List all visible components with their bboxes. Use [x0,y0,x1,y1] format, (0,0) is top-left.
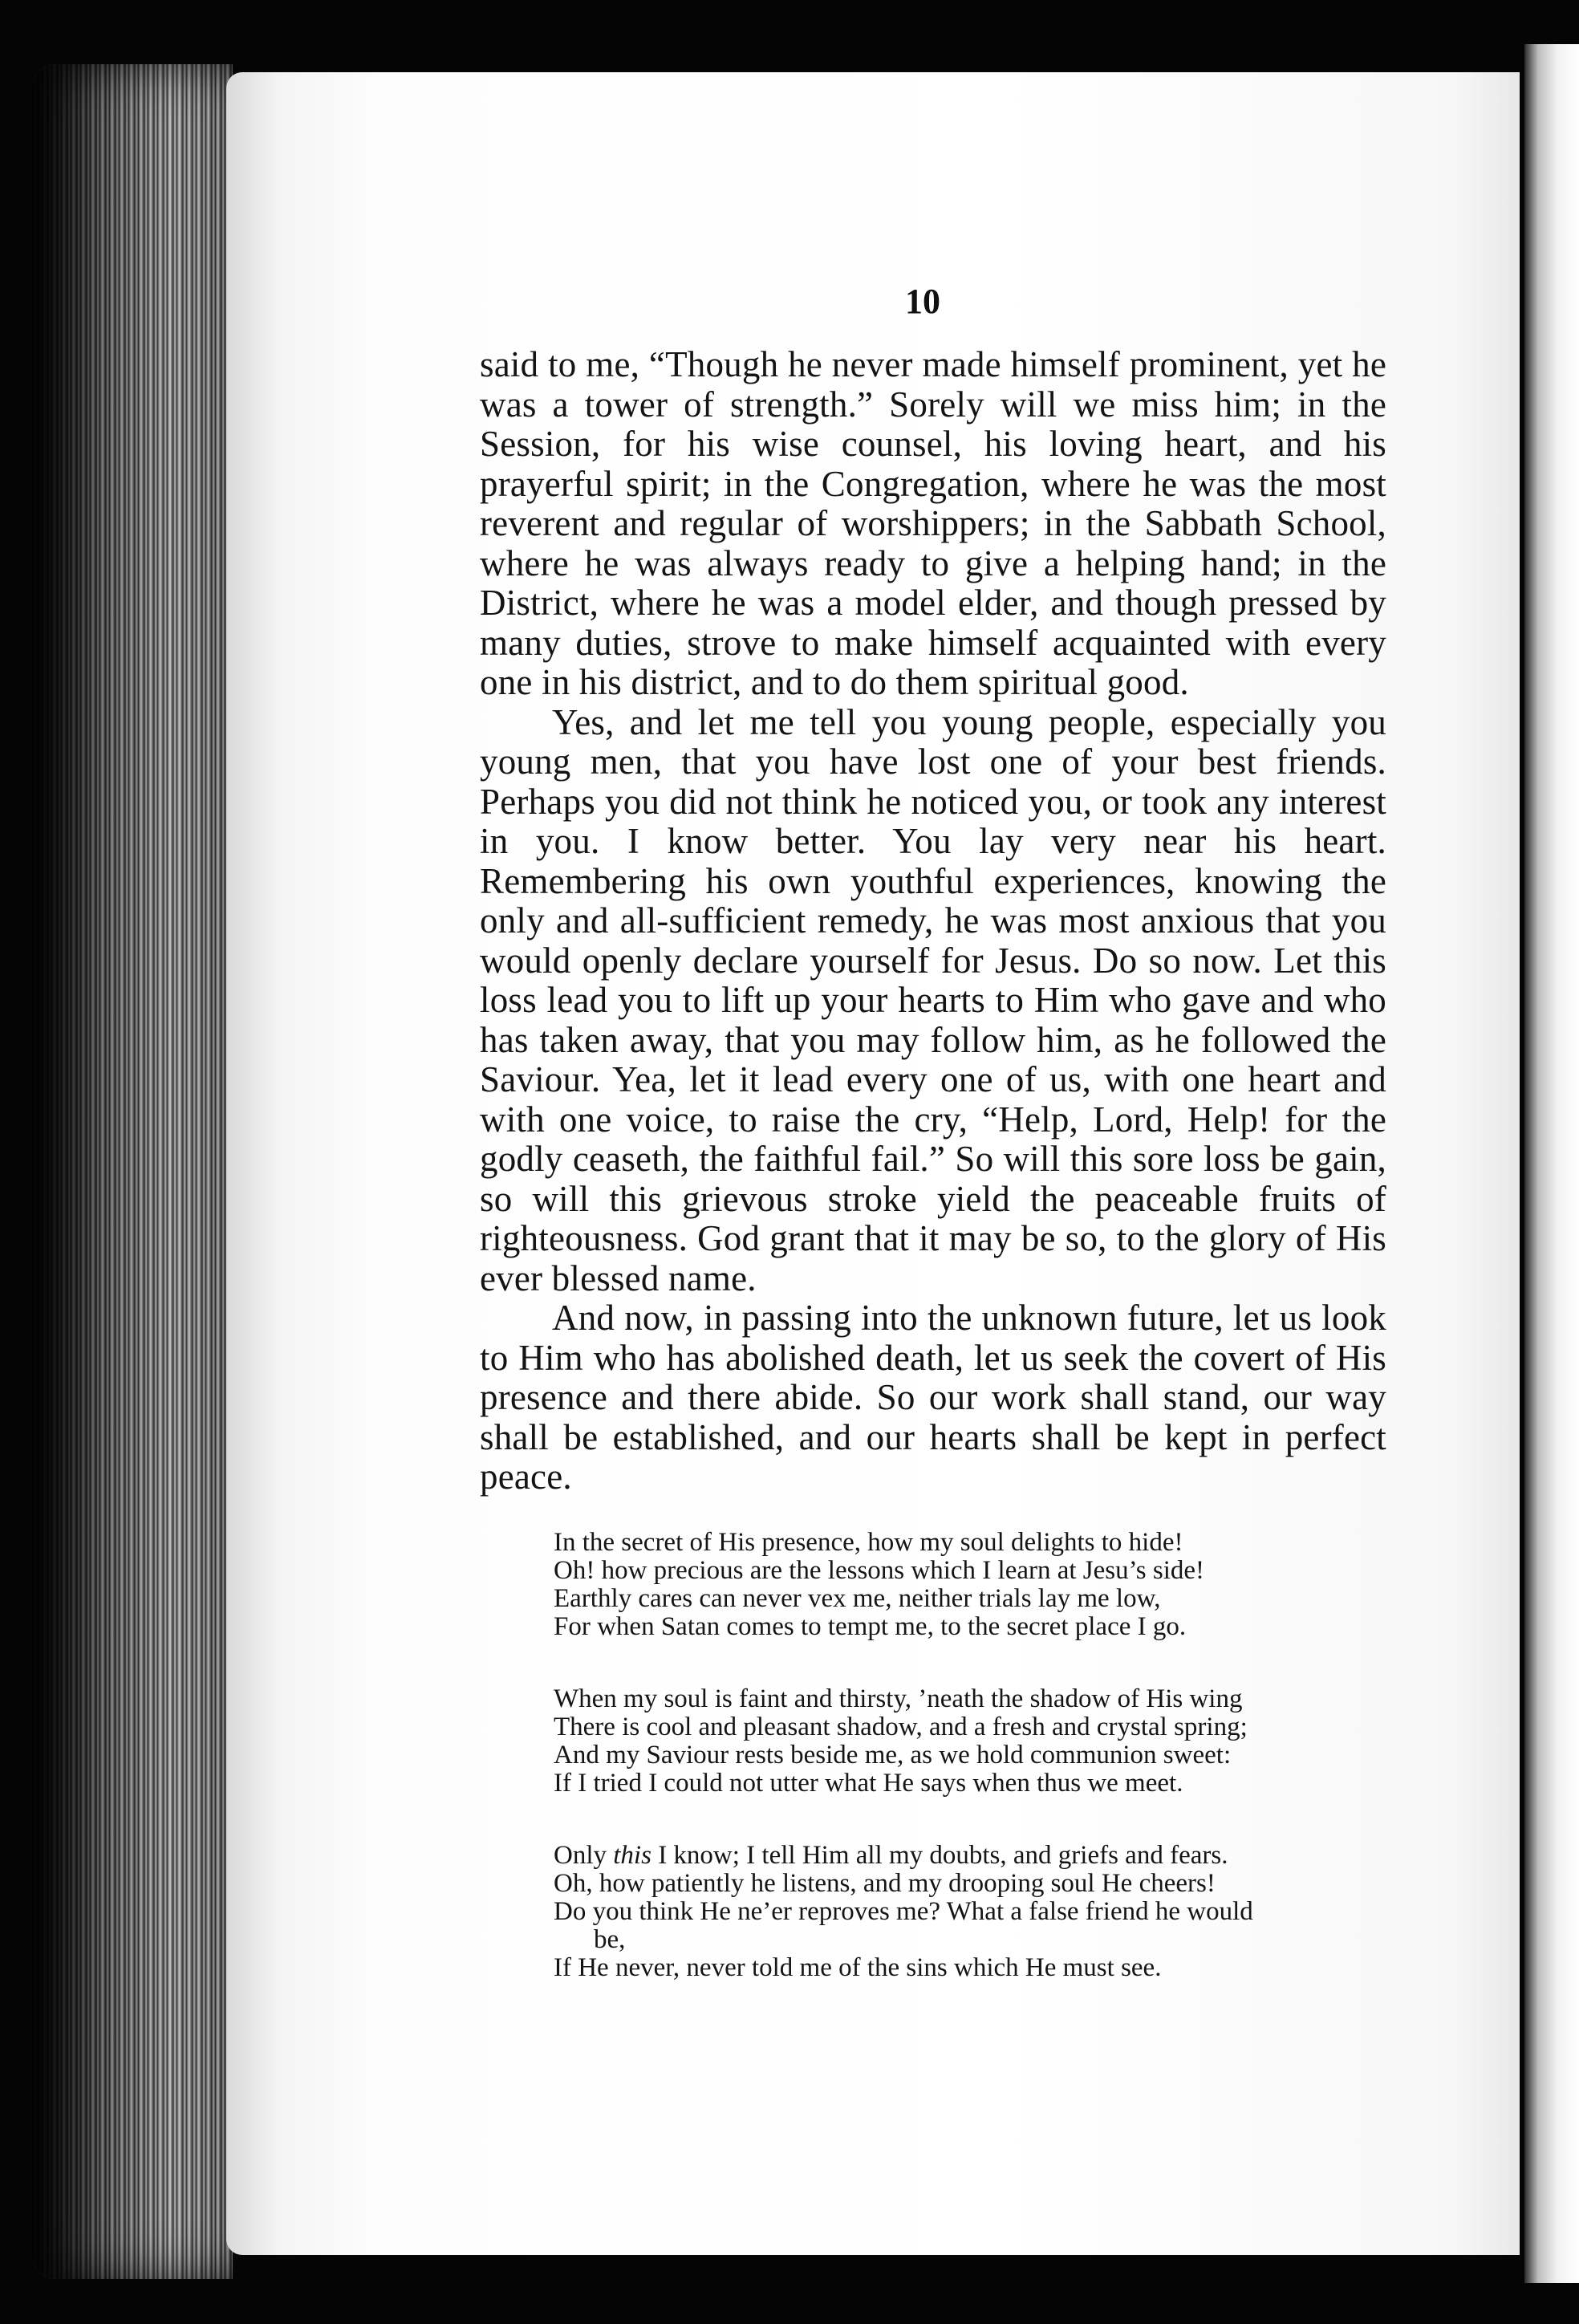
verse-line: Oh! how precious are the lessons which I learn at Jesu’s side! [554,1556,1205,1585]
verse-line: In the secret of His presence, how my soul delights to hide! [554,1528,1183,1557]
verse-line: If I tried I could not utter what He says when thus we meet. [554,1769,1183,1798]
hymn-verses [554,1529,1420,2026]
verse-line: Do you think He ne’er reproves me? What a false friend he would [554,1897,1253,1926]
book-edge-shadow [32,64,233,2279]
verse-italic-word: this [613,1841,651,1870]
verse-line: Oh, how patiently he listens, and my drooping soul He cheers! [554,1869,1216,1898]
verse-line: There is cool and pleasant shadow, and a fresh and crystal spring; [554,1713,1248,1741]
verse-fragment: Only [554,1841,614,1870]
paragraph-2: Yes, and let me tell you young people, especially you young men, that you have lost one of your best friends. Perhaps you did not think he noticed you, or took any interest in you. I know better. You lay very near his heart. Remembering his own youthful experiences, knowing the only and all-sufficient remedy, he was most anxious that you would openly declare yourself for Jesus. Do so now. Let this loss lead you to lift up your hearts to Him who gave and who has taken away, that you may follow him, as he followed the Saviour. Yea, let it lead every one of us, with one heart and with one voice, to raise the cry, “Help, Lord, Help! for the godly ceaseth, the faithful fail.” So will this sore loss be gain, so will this grievous stroke yield the peaceable fruits of righteousness. God grant that it may be so, to the glory of His ever blessed name. [480,701,1386,1298]
stanza-2 [554,1685,1420,1798]
body-text [480,345,1386,1497]
stanza-3 [554,1842,1420,1982]
verse-line: Earthly cares can never vex me, neither trials lay me low, [554,1584,1161,1613]
verse-line [554,1842,1420,1870]
verse-fragment: I know; I tell Him all my doubts, and griefs and fears. [651,1841,1228,1870]
paragraph-3: And now, in passing into the unknown future, let us look to Him who has abolished death, let us seek the covert of His presence and there abide. So our work shall stand, our way shall be established, and our hearts shall be kept in perfect peace. [480,1298,1386,1497]
verse-line: When my soul is faint and thirsty, ’neath the shadow of His wing [554,1684,1243,1713]
verse-line: If He never, never told me of the sins which He must see. [554,1953,1162,1982]
verse-line-wrap: be, [594,1925,626,1954]
stanza-1 [554,1529,1420,1641]
facing-page-edge [1524,44,1579,2283]
verse-line: For when Satan comes to tempt me, to the secret place I go. [554,1612,1187,1641]
page-number: 10 [905,282,940,321]
paragraph-1: said to me, “Though he never made himself prominent, yet he was a tower of strength.” Sorely will we miss him; in the Session, for his wise counsel, his loving heart, and his prayerful spirit; in the Congregation, where he was the most reverent and regular of worshippers; in the Sabbath School, where he was always ready to give a helping hand; in the District, where he was a model elder, and though pressed by many duties, strove to make himself acquainted with every one in his district, and to do them spiritual good. [480,344,1386,702]
verse-line: And my Saviour rests beside me, as we hold communion sweet: [554,1741,1232,1769]
